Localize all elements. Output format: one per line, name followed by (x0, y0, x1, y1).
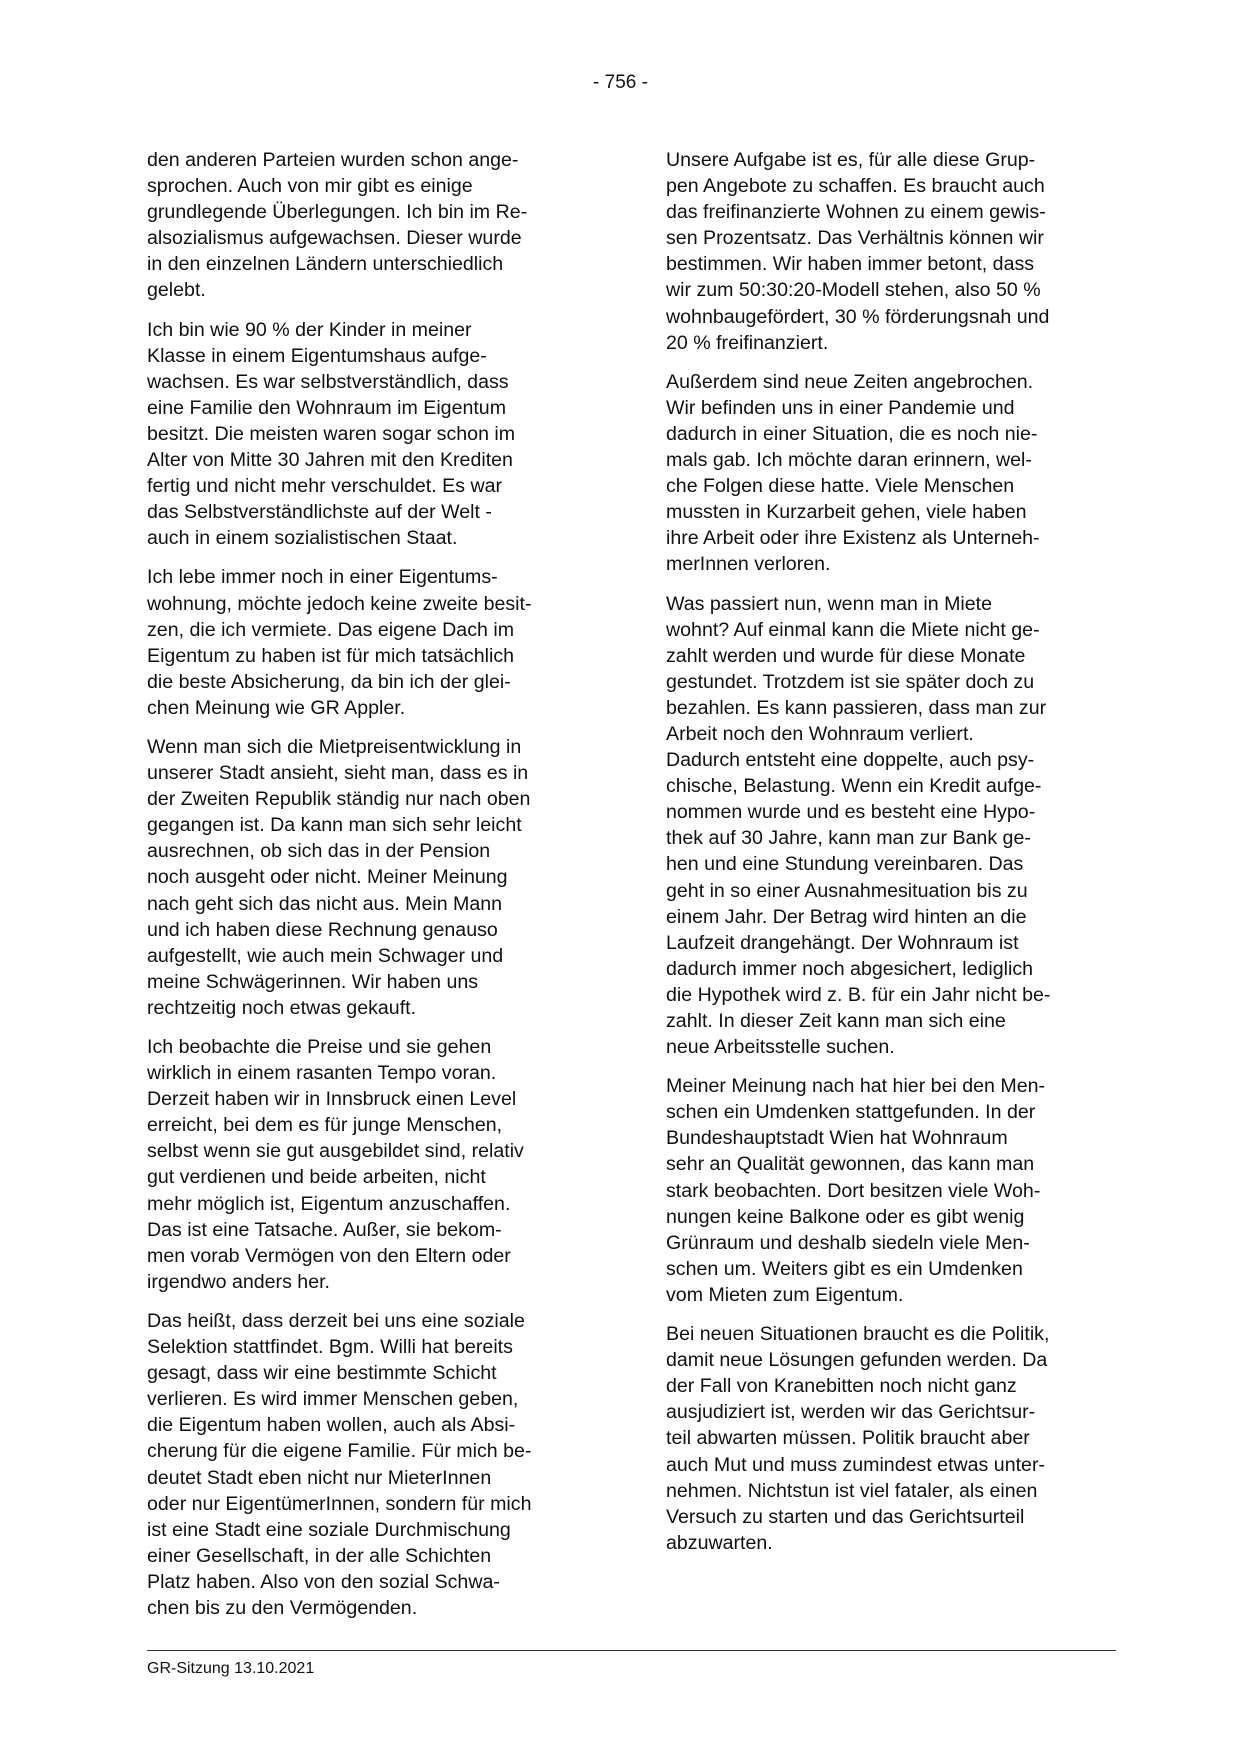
text-line: noch ausgeht oder nicht. Meiner Meinung (147, 866, 508, 889)
text-line: Ich beobachte die Preise und sie gehen (147, 1036, 492, 1058)
text-line: Derzeit haben wir in Innsbruck einen Level (147, 1088, 517, 1111)
paragraph (147, 1308, 607, 1621)
text-line: nehmen. Nichtstun ist viel fataler, als einen (666, 1479, 1038, 1502)
text-line: Laufzeit drangehängt. Der Wohnraum ist (666, 931, 1019, 954)
paragraph (666, 591, 1126, 1061)
text-line: wohnbaugefördert, 30 % förderungsnah und (666, 305, 1050, 328)
text-line: damit neue Lösungen gefunden werden. Da (666, 1349, 1048, 1372)
text-line: men vorab Vermögen von den Eltern oder (147, 1244, 511, 1267)
text-line: die Hypothek wird z. B. für ein Jahr nicht be- (666, 983, 1051, 1006)
text-line: fertig und nicht mehr verschuldet. Es war (147, 475, 503, 498)
text-line: Wenn man sich die Mietpreisentwicklung in (147, 735, 522, 758)
paragraph (147, 1034, 607, 1295)
text-line: auch in einem sozialistischen Staat. (147, 527, 458, 550)
text-line: gestundet. Trotzdem ist sie später doch zu (666, 670, 1035, 693)
text-line: Unsere Aufgabe ist es, für alle diese Grup- (666, 149, 1036, 171)
text-line: einer Gesellschaft, in der alle Schichten (147, 1544, 492, 1567)
text-line: Wir befinden uns in einer Pandemie und (666, 396, 1015, 419)
paragraph (666, 369, 1126, 578)
text-line: ausjudiziert ist, werden wir das Gerichtsur- (666, 1401, 1036, 1424)
text-line: Platz haben. Also von den sozial Schwa- (147, 1570, 500, 1593)
text-line: gesagt, dass wir eine bestimmte Schicht (147, 1362, 497, 1385)
text-line: chische, Belastung. Wenn ein Kredit aufge- (666, 775, 1042, 798)
text-line: mehr möglich ist, Eigentum anzuschaffen. (147, 1192, 511, 1215)
text-line: in den einzelnen Ländern unterschiedlich (147, 253, 504, 276)
text-line: Alter von Mitte 30 Jahren mit den Krediten (147, 449, 513, 472)
text-line: teil abwarten müssen. Politik braucht aber (666, 1427, 1030, 1450)
text-line: Arbeit noch den Wohnraum verliert. (666, 722, 974, 745)
text-line: dadurch in einer Situation, die es noch nie- (666, 422, 1038, 445)
text-line: das Selbstverständlichste auf der Welt - (147, 501, 492, 524)
text-line: deutet Stadt eben nicht nur MieterInnen (147, 1466, 492, 1489)
text-line: sen Prozentsatz. Das Verhältnis können wir (666, 227, 1044, 250)
text-line: wohnt? Auf einmal kann die Miete nicht ge- (666, 618, 1040, 641)
text-line: wohnung, möchte jedoch keine zweite besit- (147, 592, 532, 615)
text-line: der Zweiten Republik ständig nur nach oben (147, 788, 531, 811)
text-line: irgendwo anders her. (147, 1270, 330, 1293)
text-line: besitzt. Die meisten waren sogar schon im (147, 422, 516, 445)
text-line: aufgestellt, wie auch mein Schwager und (147, 944, 504, 967)
text-line: rechtzeitig noch etwas gekauft. (147, 996, 417, 1019)
text-line: wir zum 50:30:20-Modell stehen, also 50 % (666, 279, 1041, 302)
text-line: nommen wurde und es besteht eine Hypo- (666, 801, 1036, 824)
text-line: che Folgen diese hatte. Viele Menschen (666, 475, 1015, 498)
text-line: 20 % freifinanziert. (666, 331, 829, 354)
text-line: wachsen. Es war selbstverständlich, dass (147, 370, 509, 393)
text-line: sprochen. Auch von mir gibt es einige (147, 175, 473, 198)
text-line: erreicht, bei dem es für junge Menschen, (147, 1114, 503, 1137)
text-line: Außerdem sind neue Zeiten angebrochen. (666, 370, 1034, 393)
text-line: schen um. Weiters gibt es ein Umdenken (666, 1257, 1023, 1280)
text-line: das freifinanzierte Wohnen zu einem gewis- (666, 201, 1046, 224)
text-line: zen, die ich vermiete. Das eigene Dach im (147, 618, 515, 641)
text-line: grundlegende Überlegungen. Ich bin im Re- (147, 201, 528, 224)
text-line: Meiner Meinung nach hat hier bei den Men- (666, 1075, 1046, 1098)
text-line: einem Jahr. Der Betrag wird hinten an die (666, 905, 1027, 928)
text-line: chen bis zu den Vermögenden. (147, 1596, 418, 1619)
text-line: mals gab. Ich möchte daran erinnern, wel- (666, 449, 1032, 472)
text-line: Das heißt, dass derzeit bei uns eine soziale (147, 1309, 525, 1332)
text-line: vom Mieten zum Eigentum. (666, 1283, 904, 1306)
text-line: nungen keine Balkone oder es gibt wenig (666, 1205, 1025, 1228)
text-line: Bundeshauptstadt Wien hat Wohnraum (666, 1127, 1008, 1150)
text-line: nach geht sich das nicht aus. Mein Mann (147, 892, 503, 915)
text-line: Ich lebe immer noch in einer Eigentums- (147, 566, 498, 589)
paragraph (147, 564, 607, 721)
text-line: Klasse in einem Eigentumshaus aufge- (147, 344, 487, 367)
text-line: ist eine Stadt eine soziale Durchmischung (147, 1518, 511, 1541)
text-line: bezahlen. Es kann passieren, dass man zur (666, 696, 1047, 719)
left-column (147, 147, 607, 1634)
text-line: bestimmen. Wir haben immer betont, dass (666, 253, 1035, 276)
text-line: Dadurch entsteht eine doppelte, auch psy- (666, 749, 1035, 772)
text-line: schen ein Umdenken stattgefunden. In der (666, 1101, 1036, 1124)
paragraph (147, 317, 607, 552)
text-line: meine Schwägerinnen. Wir haben uns (147, 970, 479, 993)
text-line: verlieren. Es wird immer Menschen geben, (147, 1388, 519, 1411)
text-line: oder nur EigentümerInnen, sondern für mich (147, 1492, 532, 1515)
text-line: Was passiert nun, wenn man in Miete (666, 592, 992, 615)
text-line: alsozialismus aufgewachsen. Dieser wurde (147, 227, 522, 250)
text-line: gut verdienen und beide arbeiten, nicht (147, 1166, 486, 1189)
text-line: cherung für die eigene Familie. Für mich be- (147, 1440, 532, 1463)
text-line: Das ist eine Tatsache. Außer, sie bekom- (147, 1218, 502, 1241)
paragraph (666, 1073, 1126, 1308)
text-line: ausrechnen, ob sich das in der Pension (147, 840, 491, 863)
paragraph (666, 147, 1126, 356)
page-number: - 756 - (593, 72, 648, 93)
text-line: Grünraum und deshalb siedeln viele Men- (666, 1231, 1030, 1254)
text-line: Ich bin wie 90 % der Kinder in meiner (147, 318, 472, 341)
text-line: wirklich in einem rasanten Tempo voran. (147, 1062, 497, 1085)
text-line: die beste Absicherung, da bin ich der glei- (147, 670, 511, 693)
text-line: der Fall von Kranebitten noch nicht ganz (666, 1375, 1017, 1398)
paragraph (147, 734, 607, 1021)
text-line: merInnen verloren. (666, 553, 831, 576)
paragraph (666, 1321, 1126, 1556)
text-line: zahlt werden und wurde für diese Monate (666, 644, 1026, 667)
text-line: die Eigentum haben wollen, auch als Absi- (147, 1414, 516, 1437)
text-line: Bei neuen Situationen braucht es die Politik, (666, 1323, 1050, 1346)
text-line: selbst wenn sie gut ausgebildet sind, relativ (147, 1140, 524, 1163)
right-column (666, 147, 1126, 1569)
text-line: stark beobachten. Dort besitzen viele Woh- (666, 1179, 1041, 1202)
text-line: und ich haben diese Rechnung genauso (147, 918, 498, 941)
text-line: chen Meinung wie GR Appler. (147, 696, 406, 719)
text-line: Selektion stattfindet. Bgm. Willi hat bereits (147, 1336, 513, 1359)
paragraph (147, 147, 607, 304)
text-line: neue Arbeitsstelle suchen. (666, 1036, 895, 1059)
text-line: mussten in Kurzarbeit gehen, viele haben (666, 501, 1027, 524)
text-line: sehr an Qualität gewonnen, das kann man (666, 1153, 1035, 1176)
text-line: zahlt. In dieser Zeit kann man sich eine (666, 1010, 1006, 1032)
text-line: den anderen Parteien wurden schon ange- (147, 149, 519, 171)
text-line: thek auf 30 Jahre, kann man zur Bank ge- (666, 827, 1031, 850)
text-line: hen und eine Stundung vereinbaren. Das (666, 853, 1024, 876)
footer-session-date: GR-Sitzung 13.10.2021 (147, 1660, 315, 1677)
text-line: Versuch zu starten und das Gerichtsurteil (666, 1505, 1025, 1528)
text-line: eine Familie den Wohnraum im Eigentum (147, 396, 507, 419)
text-line: gegangen ist. Da kann man sich sehr leicht (147, 814, 522, 837)
text-line: abzuwarten. (666, 1531, 773, 1554)
text-line: unserer Stadt ansieht, sieht man, dass es in (147, 762, 529, 785)
text-line: auch Mut und muss zumindest etwas unter- (666, 1453, 1045, 1476)
footer-divider (147, 1650, 1116, 1651)
text-line: pen Angebote zu schaffen. Es braucht auch (666, 175, 1045, 198)
text-line: dadurch immer noch abgesichert, lediglich (666, 957, 1034, 980)
text-line: Eigentum zu haben ist für mich tatsächlich (147, 644, 515, 667)
text-line: gelebt. (147, 279, 206, 302)
text-line: ihre Arbeit oder ihre Existenz als Unterneh- (666, 527, 1040, 550)
text-line: geht in so einer Ausnahmesituation bis zu (666, 879, 1028, 902)
